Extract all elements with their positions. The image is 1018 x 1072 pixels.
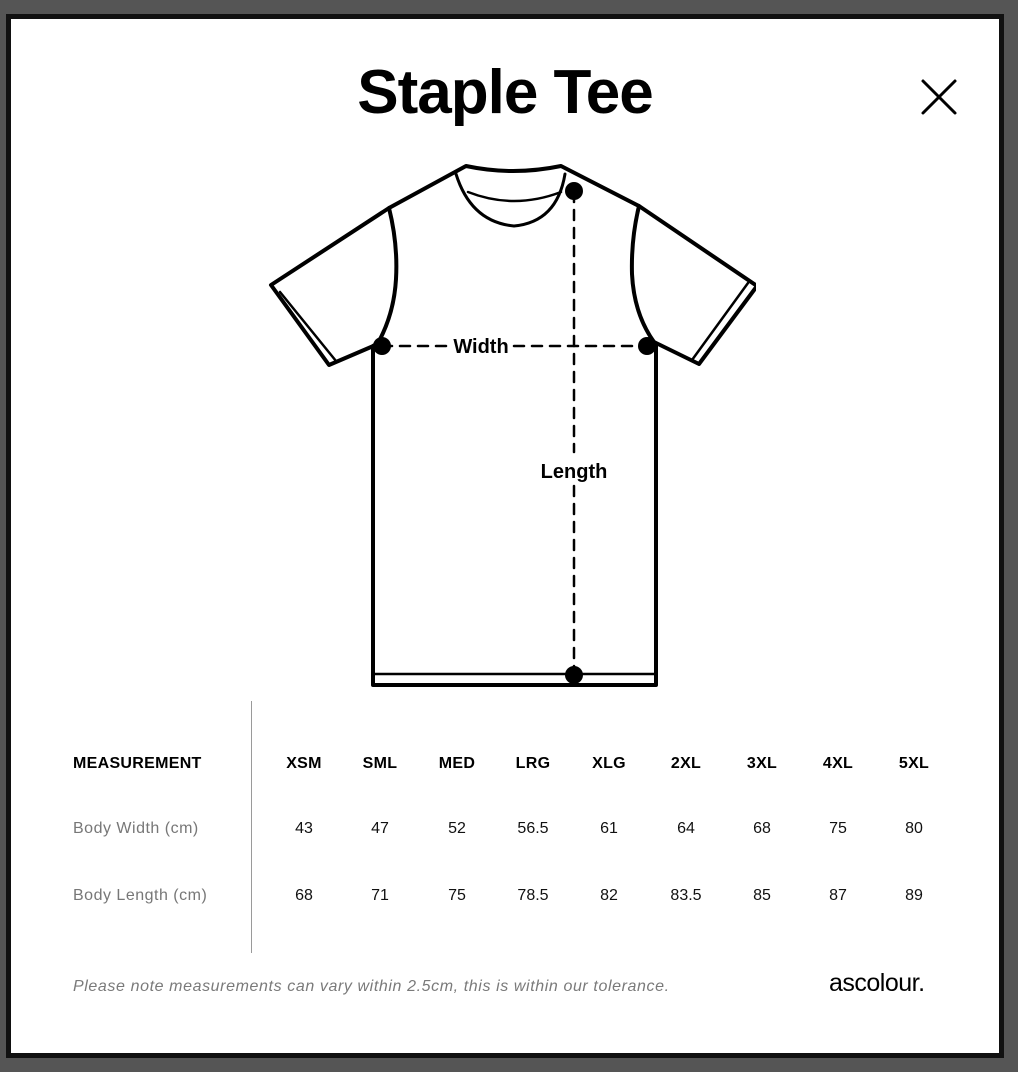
- row-label: Body Length (cm): [73, 887, 208, 904]
- product-title: Staple Tee: [357, 58, 653, 127]
- length-point-bottom: [565, 666, 583, 684]
- length-label: Length: [540, 461, 608, 483]
- table-cell: 89: [905, 887, 923, 904]
- table-row: [11, 820, 999, 850]
- size-header: 4XL: [822, 755, 854, 772]
- measurement-header: MEASUREMENT: [73, 755, 202, 772]
- tolerance-note: Please note measurements can vary within 2.5cm, this is within our tolerance.: [73, 978, 670, 995]
- table-cell: 75: [829, 820, 847, 837]
- table-cell: 52: [448, 820, 466, 837]
- size-header: 5XL: [898, 755, 930, 772]
- size-header: SML: [362, 755, 398, 772]
- table-cell: 75: [448, 887, 466, 904]
- table-cell: 85: [753, 887, 771, 904]
- size-header: 3XL: [746, 755, 778, 772]
- table-cell: 56.5: [517, 820, 549, 837]
- table-cell: 68: [295, 887, 313, 904]
- size-header: XSM: [286, 755, 322, 772]
- left-sleeve: [271, 208, 389, 365]
- right-sleeve-hem: [692, 283, 748, 360]
- table-cell: 87: [829, 887, 847, 904]
- table-cell: 61: [600, 820, 618, 837]
- size-header: LRG: [515, 755, 551, 772]
- table-cell: 78.5: [517, 887, 549, 904]
- table-row: [11, 887, 999, 917]
- tshirt-outline: [373, 166, 656, 685]
- table-cell: 80: [905, 820, 923, 837]
- width-label: Width: [453, 336, 509, 358]
- length-point-top: [565, 182, 583, 200]
- size-table-header: [11, 755, 999, 785]
- collar-inner: [468, 192, 561, 201]
- tshirt-measurement-diagram: [256, 154, 756, 694]
- table-cell: 71: [371, 887, 389, 904]
- table-cell: 43: [295, 820, 313, 837]
- table-cell: 64: [677, 820, 695, 837]
- table-cell: 83.5: [670, 887, 702, 904]
- width-point-right: [638, 337, 656, 355]
- table-cell: 82: [600, 887, 618, 904]
- right-sleeve: [639, 206, 756, 364]
- left-sleeve-hem: [280, 292, 336, 361]
- row-label: Body Width (cm): [73, 820, 199, 837]
- size-header: XLG: [592, 755, 626, 772]
- table-cell: 47: [371, 820, 389, 837]
- width-point-left: [373, 337, 391, 355]
- close-icon[interactable]: [919, 77, 959, 117]
- size-header: MED: [438, 755, 476, 772]
- size-header: 2XL: [670, 755, 702, 772]
- brand-logo: ascolour.: [829, 969, 925, 997]
- size-guide-modal: [6, 14, 1004, 1058]
- table-cell: 68: [753, 820, 771, 837]
